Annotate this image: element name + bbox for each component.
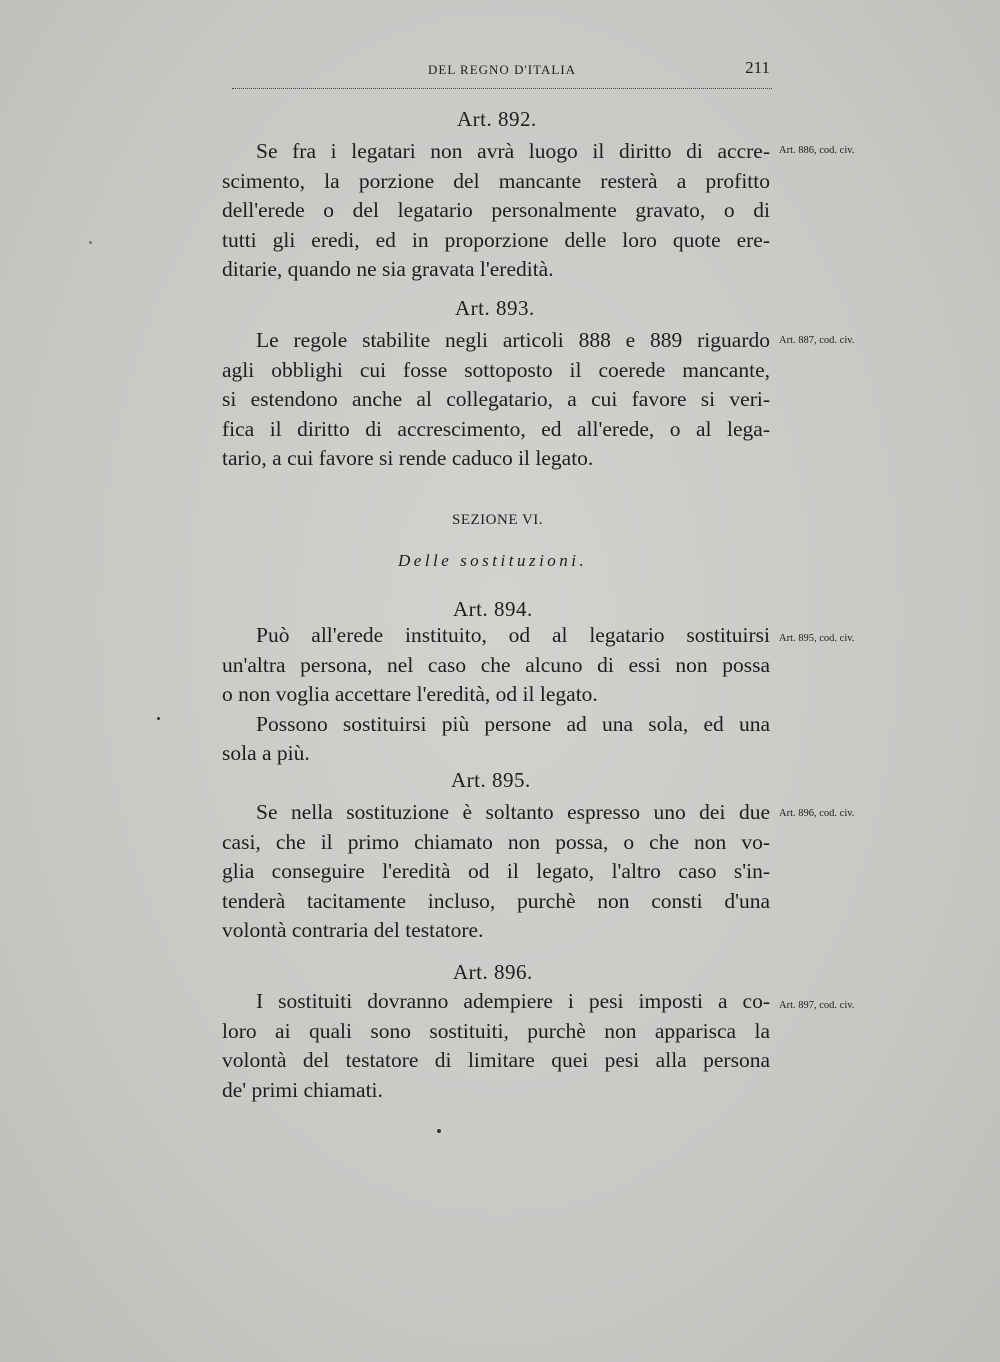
article-894-title: Art. 894. [453,597,533,621]
text-line: volontà del testatore di limitare quei pesi alla persona [222,1048,770,1072]
text-line: tenderà tacitamente incluso, purchè non consti d'una [222,888,770,913]
text-line: fica il diritto di accrescimento, ed all'erede, o al lega- [222,416,770,441]
article-892-text [222,137,770,285]
text-line: de' primi chiamati. [222,1077,383,1102]
article-895-margin-note: Art. 896, cod. civ. [779,808,855,819]
text-line: o non voglia accettare l'eredità, od il legato. [222,682,598,706]
article-893-margin-note: Art. 887, cod. civ. [779,335,855,346]
text-line: tutti gli eredi, ed in proporzione delle loro quote ere- [222,227,770,252]
text-line: dell'erede o del legatario personalmente gravato, o di [222,198,770,222]
text-line: casi, che il primo chiamato non possa, o che non vo- [222,829,770,854]
article-894-text [222,621,770,769]
article-893-title: Art. 893. [455,296,535,320]
article-896-margin-note: Art. 897, cod. civ. [779,1000,855,1011]
text-line: tario, a cui favore si rende caduco il legato. [222,446,594,470]
text-line: Possono sostituirsi più persone ad una sola, ed una [256,711,770,736]
paper-speck [89,241,92,244]
text-line: Può all'erede instituito, od al legatario sostituirsi [256,623,770,647]
section-title: SEZIONE VI. [452,512,544,528]
article-892-margin-note: Art. 886, cod. civ. [779,145,855,156]
text-line: volontà contraria del testatore. [222,918,484,942]
article-892-title: Art. 892. [457,107,537,131]
text-line: ditarie, quando ne sia gravata l'eredità. [222,257,554,281]
text-line: loro ai quali sono sostituiti, purchè non apparisca la [222,1018,770,1043]
text-line: Le regole stabilite negli articoli 888 e 889 riguardo [256,328,770,352]
article-896-title: Art. 896. [453,960,533,984]
text-line: agli obblighi cui fosse sottoposto il coerede mancante, [222,357,770,382]
text-line: I sostituiti dovranno adempiere i pesi imposti a co- [256,989,770,1013]
text-line: sola a più. [222,741,310,765]
text-line: glia conseguire l'eredità od il legato, l'altro caso s'in- [222,859,770,883]
section-subtitle: Delle sostituzioni. [398,551,588,570]
text-line: si estendono anche al collegatario, a cui favore si veri- [222,387,770,411]
article-896-text [222,987,770,1105]
page-number: 211 [745,58,770,77]
running-title: DEL REGNO D'ITALIA [428,62,577,77]
paper-speck [157,717,160,720]
page-header [232,58,772,89]
article-893-text [222,326,770,474]
text-line: Se fra i legatari non avrà luogo il diritto di accre- [256,139,770,163]
text-line: Se nella sostituzione è soltanto espresso uno dei due [256,800,770,824]
paper-speck [437,1129,441,1133]
text-line: scimento, la porzione del mancante resterà a profitto [222,168,770,193]
article-895-text [222,798,770,946]
text-line: un'altra persona, nel caso che alcuno di essi non possa [222,652,770,677]
article-895-title: Art. 895. [451,768,531,792]
article-894-margin-note: Art. 895, cod. civ. [779,633,855,644]
